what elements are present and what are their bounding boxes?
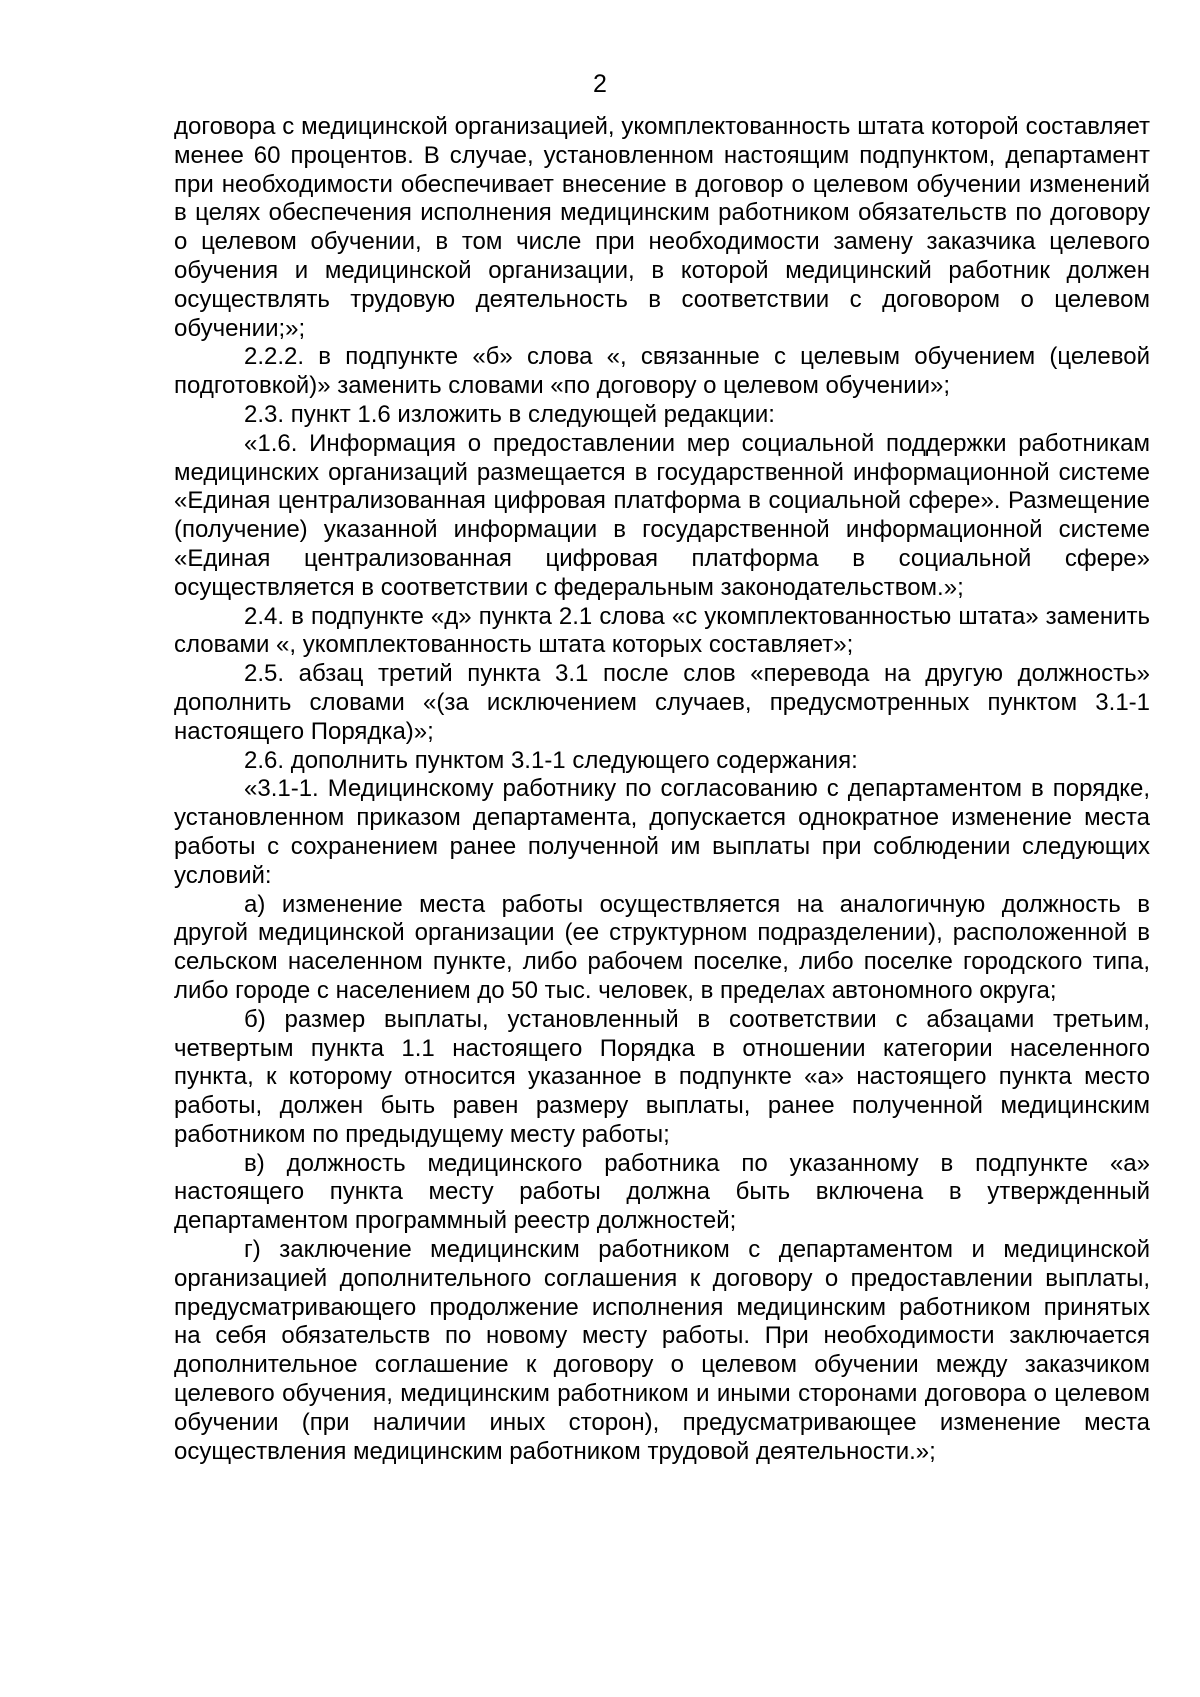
paragraph-2-6: 2.6. дополнить пунктом 3.1-1 следующего содержания: — [244, 746, 858, 774]
paragraph-2-3: 2.3. пункт 1.6 изложить в следующей редакции: — [244, 400, 775, 428]
paragraph-condition-a: а) изменение места работы осуществляется на аналогичную должность в другой медицинской организации (ее структурном подразделении), расположенной в сельском населенном пункте, либо рабочем поселке, либо поселке городского типа, либо городе с населением до 50 тыс. человек, в пределах автономного округа; — [174, 890, 1150, 1004]
paragraph-condition-g: г) заключение медицинским работником с департаментом и медицинской организацией дополнительного соглашения к договору о предоставлении выплаты, предусматривающего продолжение исполнения медицинским работником принятых на себя обязательств по новому месту работы. При необходимости заключается дополнительное соглашение к договору о целевом обучении между заказчиком целевого обучения, медицинским работником и иными сторонами договора о целевом обучении (при наличии иных сторон), предусматривающее изменение места осуществления медицинским работником трудовой деятельности.»; — [174, 1236, 1150, 1465]
paragraph-condition-b: б) размер выплаты, установленный в соответствии с абзацами третьим, четвертым пункта 1.1 настоящего Порядка в отношении категории населенного пункта, к которому относится указанное в подпункте «а» настоящего пункта место работы, должен быть равен размеру выплаты, ранее полученной медицинским работником по предыдущему месту работы; — [174, 1005, 1150, 1148]
paragraph-2-4: 2.4. в подпункте «д» пункта 2.1 слова «с укомплектованностью штата» заменить словами «, укомплектованность штата которых составляет»; — [174, 602, 1150, 659]
document-body — [174, 113, 1150, 1466]
page-number: 2 — [593, 70, 607, 98]
paragraph-2-2-2: 2.2.2. в подпункте «б» слова «, связанные с целевым обучением (целевой подготовкой)» заменить словами «по договору о целевом обучении»; — [174, 343, 1150, 400]
paragraph-condition-v: в) должность медицинского работника по указанному в подпункте «а» настоящего пункта месту работы должна быть включена в утвержденный департаментом программный реестр должностей; — [174, 1149, 1150, 1235]
paragraph-continuation: договора с медицинской организацией, укомплектованность штата которой составляет менее 60 процентов. В случае, установленном настоящим подпунктом, департамент при необходимости обеспечивает внесение в договор о целевом обучении изменений в целях обеспечения исполнения медицинским работником обязательств по договору о целевом обучении, в том числе при необходимости замену заказчика целевого обучения и медицинской организации, в которой медицинский работник должен осуществлять трудовую деятельность в соответствии с договором о целевом обучении;»; — [174, 113, 1150, 342]
paragraph-1-6-quote: «1.6. Информация о предоставлении мер социальной поддержки работникам медицинских организаций размещается в государственной информационной системе «Единая централизованная цифровая платформа в социальной сфере». Размещение (получение) указанной информации в государственной информационной системе «Единая централизованная цифровая платформа в социальной сфере» осуществляется в соответствии с федеральным законодательством.»; — [174, 429, 1150, 601]
paragraph-3-1-1-quote: «3.1-1. Медицинскому работнику по согласованию с департаментом в порядке, установленном приказом департамента, допускается однократное изменение места работы с сохранением ранее полученной им выплаты при соблюдении следующих условий: — [174, 775, 1150, 889]
paragraph-2-5: 2.5. абзац третий пункта 3.1 после слов «перевода на другую должность» дополнить словами «(за исключением случаев, предусмотренных пунктом 3.1-1 настоящего Порядка)»; — [174, 660, 1150, 745]
